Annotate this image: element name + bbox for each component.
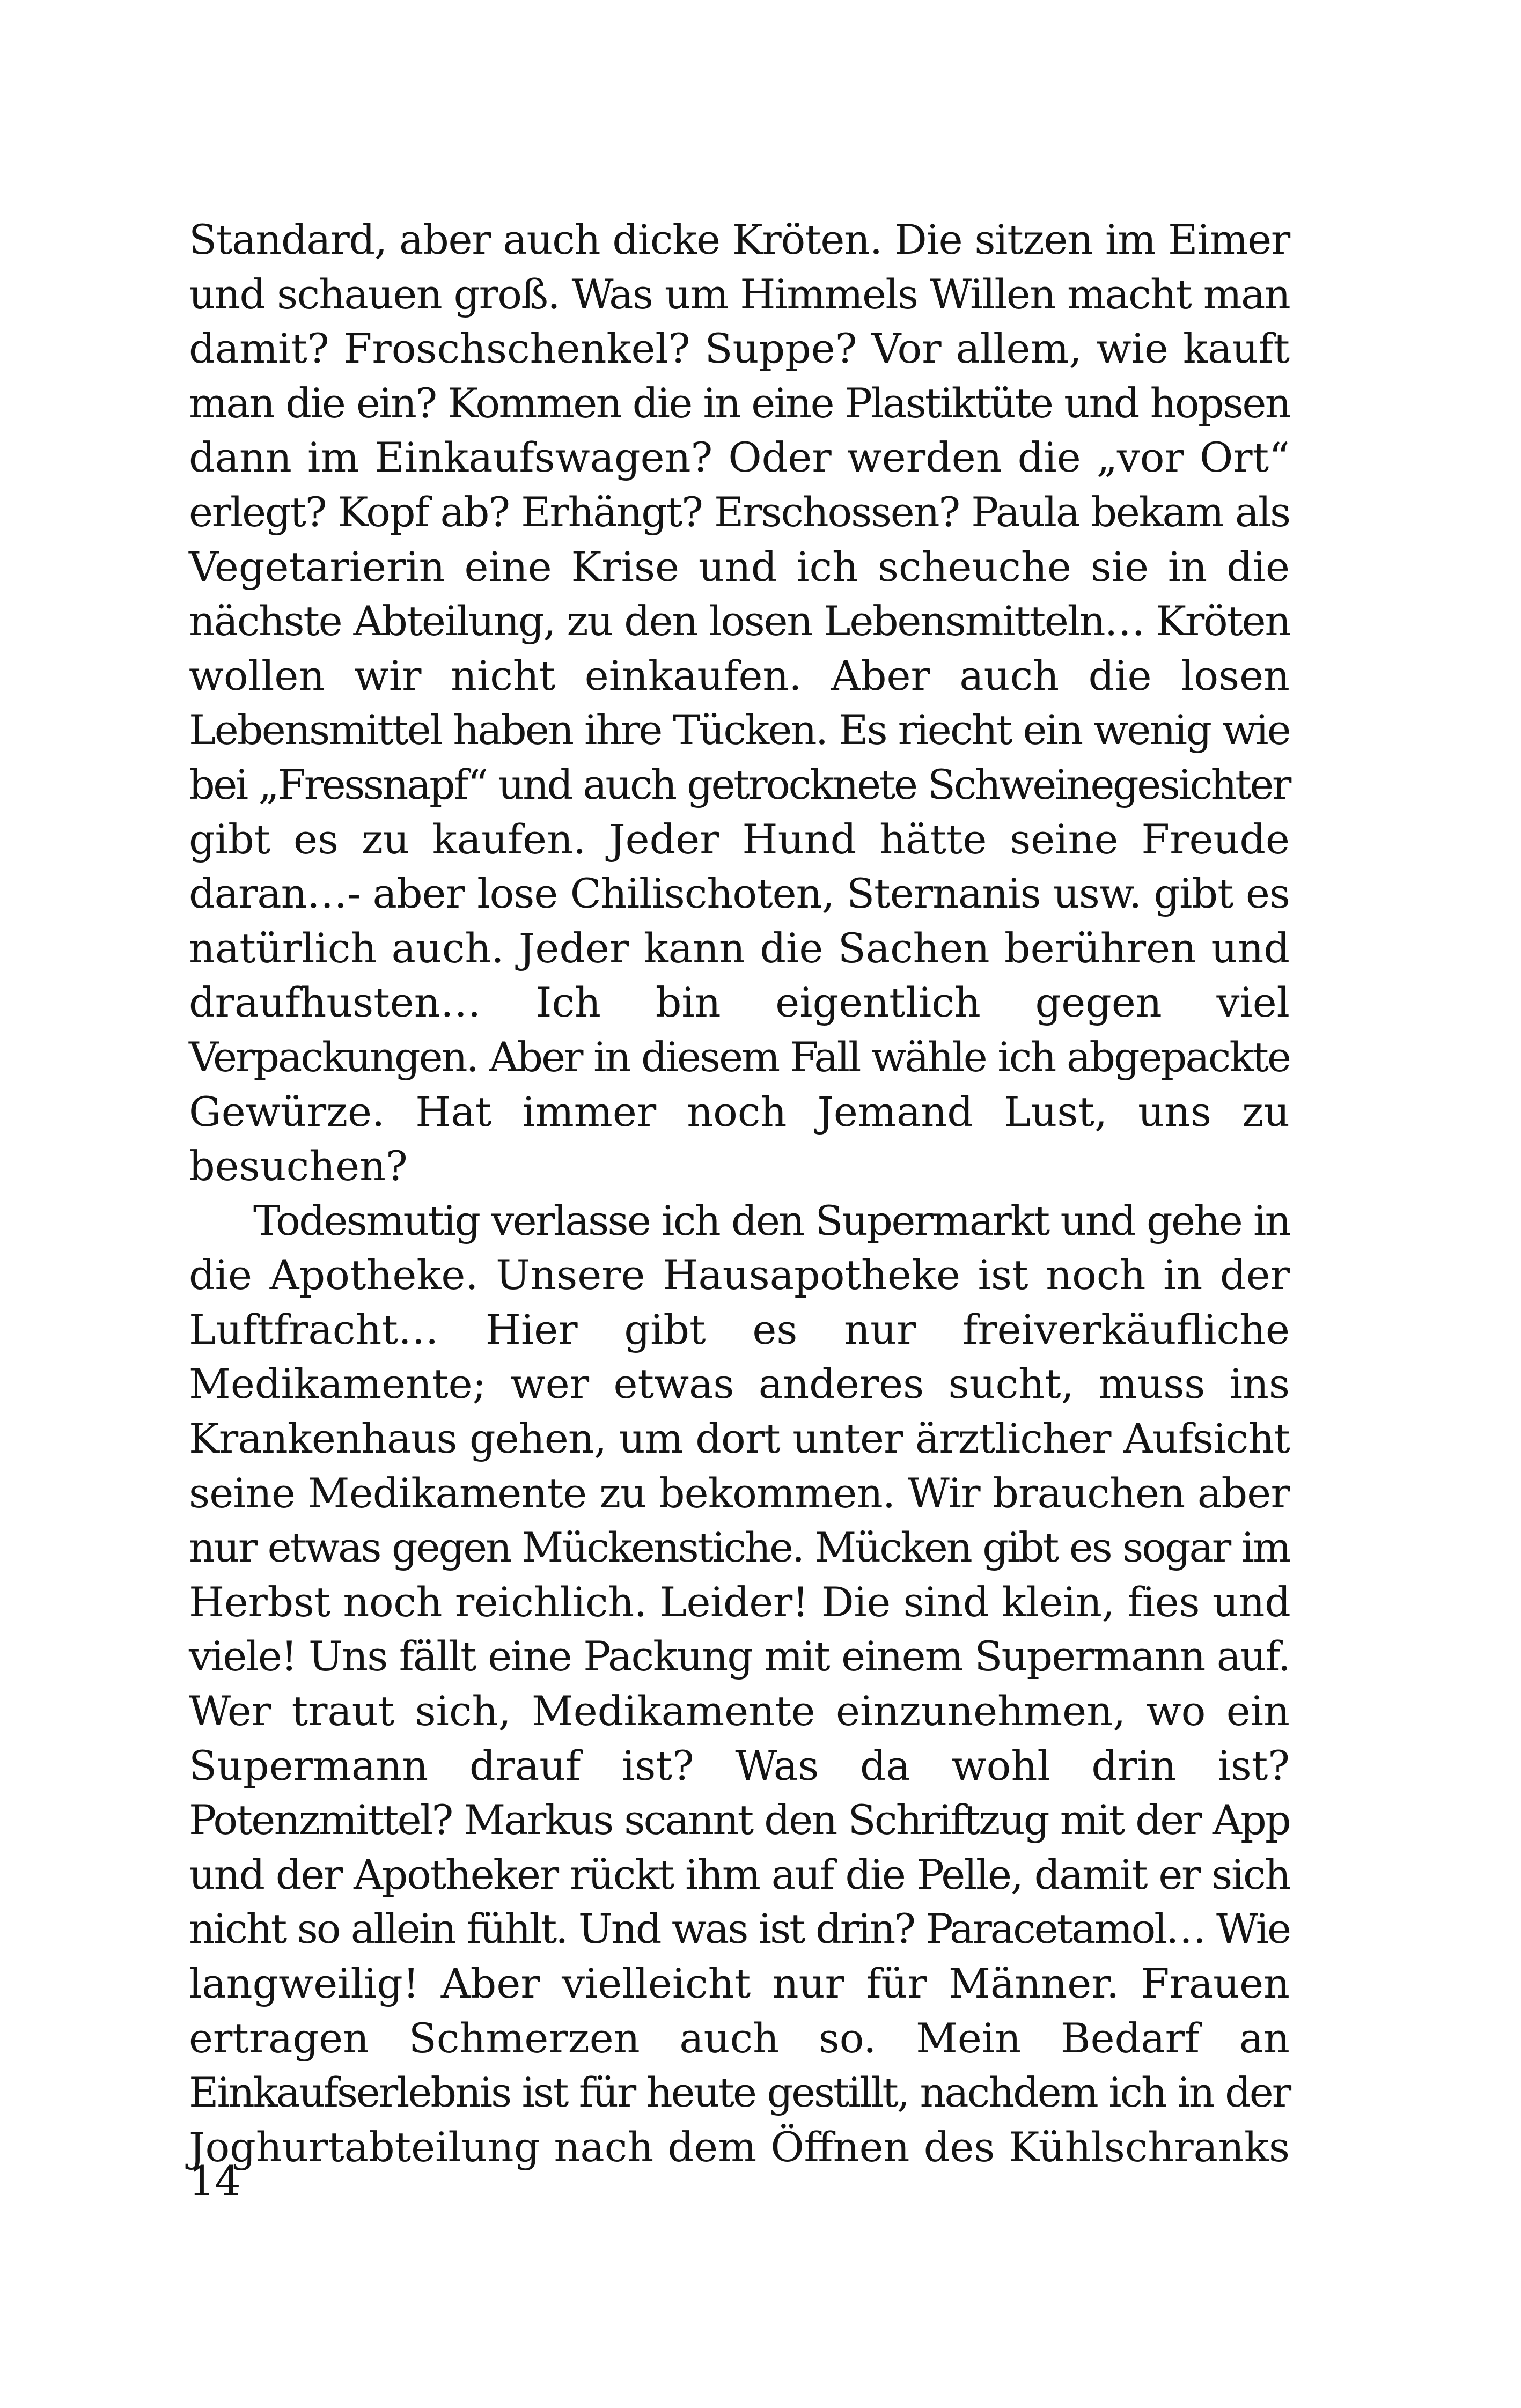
text-line: Potenzmittel? Markus scannt den Schriftzug mit der App	[189, 1796, 1290, 1844]
text-line: nur etwas gegen Mückenstiche. Mücken gibt es sogar im	[189, 1523, 1290, 1572]
text-line: nicht so allein fühlt. Und was ist drin? Paracetamol… Wie	[189, 1905, 1290, 1953]
text-line: Herbst noch reichlich. Leider! Die sind klein, fies und	[189, 1578, 1291, 1626]
text-line: Standard, aber auch dicke Kröten. Die sitzen im Eimer	[189, 216, 1290, 263]
text-line: Einkaufserlebnis ist für heute gestillt, nachdem ich in der	[189, 2068, 1290, 2117]
text-line: Lebensmittel haben ihre Tücken. Es riecht ein wenig wie	[189, 706, 1290, 754]
text-line: Supermann drauf ist? Was da wohl drin ist?	[189, 1741, 1290, 1790]
text-line: daran…- aber lose Chilischoten, Sternanis usw. gibt es	[189, 870, 1290, 918]
text-line: und schauen groß. Was um Himmels Willen macht man	[189, 270, 1290, 318]
text-line: Luftfracht… Hier gibt es nur freiverkäufliche	[189, 1305, 1290, 1353]
body-text	[189, 212, 1290, 2174]
text-line: Wer traut sich, Medikamente einzunehmen, wo ein	[189, 1687, 1290, 1735]
paragraph-first-line: Todesmutig verlasse ich den Supermarkt und gehe in	[253, 1196, 1290, 1244]
text-line: viele! Uns fällt eine Packung mit einem Supermann auf.	[189, 1632, 1290, 1681]
text-line: Krankenhaus gehen, um dort unter ärztlicher Aufsicht	[189, 1415, 1290, 1463]
text-line: und der Apotheker rückt ihm auf die Pelle, damit er sich	[189, 1850, 1290, 1898]
text-line: gibt es zu kaufen. Jeder Hund hätte seine Freude	[189, 815, 1290, 863]
text-line: seine Medikamente zu bekommen. Wir brauchen aber	[189, 1469, 1290, 1517]
page-number: 14	[189, 2157, 241, 2205]
text-line: natürlich auch. Jeder kann die Sachen berühren und	[189, 924, 1290, 972]
text-line: nächste Abteilung, zu den losen Lebensmitteln… Kröten	[189, 597, 1290, 645]
text-line: draufhusten… Ich bin eigentlich gegen viel	[189, 978, 1290, 1027]
text-line: dann im Einkaufswagen? Oder werden die „vor Ort“	[189, 433, 1290, 482]
text-line: erlegt? Kopf ab? Erhängt? Erschossen? Paula bekam als	[189, 488, 1290, 536]
paragraph-end-line: besuchen?	[189, 1142, 408, 1190]
text-line: damit? Froschschenkel? Suppe? Vor allem, wie kauft	[189, 325, 1290, 373]
text-line: langweilig! Aber vielleicht nur für Männer. Frauen	[189, 1960, 1290, 2007]
text-line: Medikamente; wer etwas anderes sucht, muss ins	[189, 1360, 1290, 1408]
text-line: Vegetarierin eine Krise und ich scheuche sie in die	[189, 542, 1290, 591]
text-line: Joghurtabteilung nach dem Öffnen des Kühlschranks	[189, 2123, 1290, 2171]
text-line: Gewürze. Hat immer noch Jemand Lust, uns zu	[189, 1087, 1290, 1136]
text-line: die Apotheke. Unsere Hausapotheke ist noch in der	[189, 1251, 1290, 1299]
text-line: Verpackungen. Aber in diesem Fall wähle ich abgepackte	[189, 1033, 1290, 1081]
text-line: wollen wir nicht einkaufen. Aber auch die losen	[189, 651, 1290, 699]
text-line: man die ein? Kommen die in eine Plastiktüte und hopsen	[189, 379, 1290, 427]
text-line: ertragen Schmerzen auch so. Mein Bedarf an	[189, 2014, 1290, 2062]
text-line: bei „Fressnapf“ und auch getrocknete Schweinegesichter	[189, 760, 1290, 808]
